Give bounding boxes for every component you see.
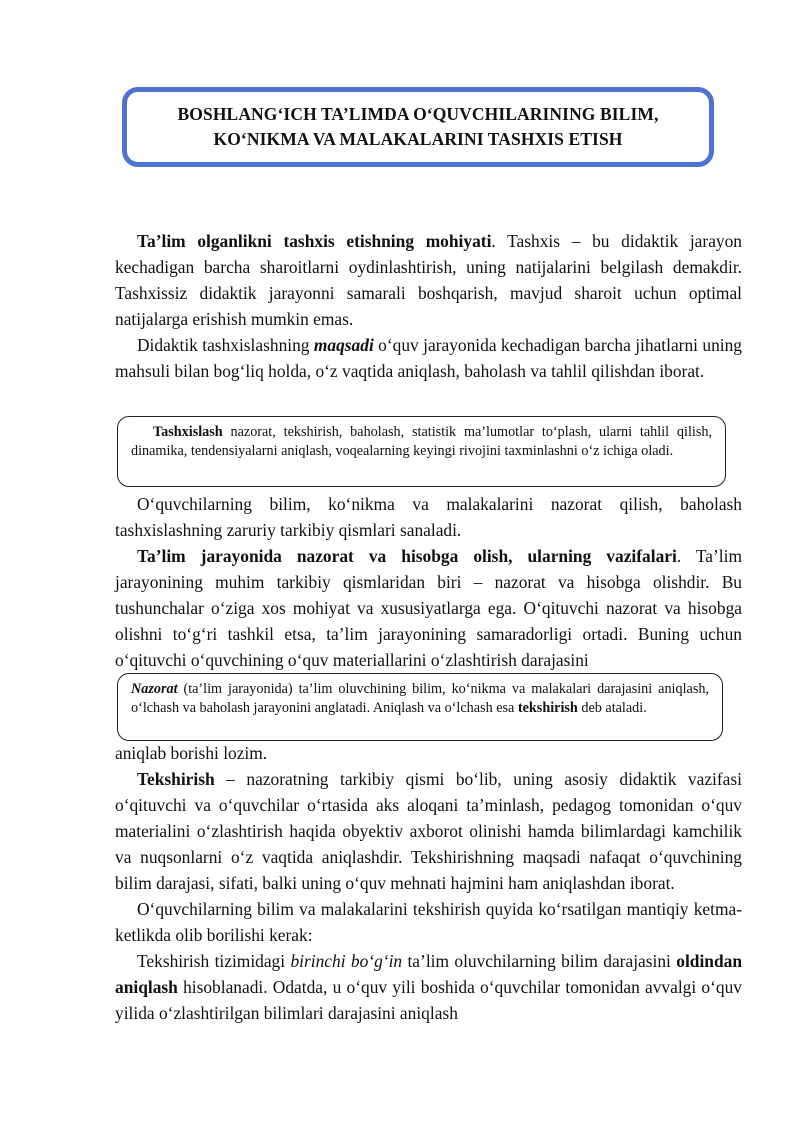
text-purpose-b: o‘quv jarayonida kechadigan barcha jihatlarni uning mahsuli bilan bog‘liq holda, o‘z vaqtida aniqlash, baholash va tahlil qilishdan iborat. (115, 335, 742, 381)
paragraph-tekshirish (115, 766, 742, 896)
paragraph-purpose (115, 332, 742, 384)
page-title-line-2: KO‘NIKMA VA MALAKALARINI TASHXIS ETISH (213, 129, 623, 149)
paragraph-control-tasks (115, 543, 742, 673)
definition-box-nazorat (117, 673, 723, 741)
text-control-tasks: . Ta’lim jarayonining muhim tarkibiy qismlaridan biri – nazorat va hisobga olishdir. Bu tushunchalar o‘ziga xos mohiyat va xususiyatlarga ega. O‘qituvchi nazorat va hisobga olishni to‘g‘ri tashkil etsa, ta’lim jarayonining samaradorligi ortadi. Buning uchun o‘qituvchi o‘quvchining o‘quv materiallarini o‘zlashtirish darajasini (115, 546, 742, 670)
heading-essence: Ta’lim olganlikni tashxis etishning mohiyati (137, 231, 492, 251)
paragraph-essence (115, 228, 742, 332)
title-box (122, 87, 714, 167)
text-first-link-c: hisoblanadi. Odatda, u o‘quv yili boshida o‘quvchilar tomonidan avvalgi o‘quv yilida o‘zlashtirilgan bilimlari darajasini aniqlash (115, 977, 742, 1023)
term-nazorat: Nazorat (131, 681, 178, 697)
definition-tashxislash: nazorat, tekshirish, baholash, statistik ma’lumotlar to‘plash, ularni tahlil qilish, dinamika, tendensiyalarni aniqlash, voqealarning keyingi rivojini taxminlashni o‘z ichiga oladi. (131, 424, 712, 459)
term-purpose: maqsadi (313, 335, 374, 355)
text-purpose-a: Didaktik tashxislashning (137, 335, 314, 355)
text-first-link-b: ta’lim oluvchilarning bilim darajasini (402, 951, 677, 971)
definition-nazorat-a: (ta’lim jarayonida) ta’lim oluvchining bilim, ko‘nikma va malakalari darajasini aniqlash, o‘lchash va baholash jarayonini anglatadi. Aniqlash va o‘lchash esa (131, 681, 709, 716)
term-first-link: birinchi bo‘g‘in (290, 951, 403, 971)
section-3 (115, 740, 742, 1026)
definition-box-tashxislash (117, 416, 726, 487)
paragraph-sequence: O‘quvchilarning bilim va malakalarini tekshirish quyida ko‘rsatilgan mantiqiy ketma-ketlikda olib borilishi kerak: (115, 899, 742, 945)
section-1 (115, 228, 742, 384)
text-first-link-a: Tekshirish tizimidagi (137, 951, 291, 971)
text-essence: . Tashxis – bu didaktik jarayon kechadigan barcha sharoitlarni oydinlashtirish, uning natijalarini belgilash demakdir. Tashxissiz didaktik jarayonni samarali boshqarish, mavjud sharoit uchun optimal natijalarga erishish mumkin emas. (115, 231, 742, 329)
section-2 (115, 491, 742, 673)
paragraph-continuation: aniqlab borishi lozim. (115, 743, 268, 763)
definition-nazorat-b: deb ataladi. (577, 700, 647, 716)
heading-control-tasks: Ta’lim jarayonida nazorat va hisobga olish, ularning vazifalari (137, 546, 677, 566)
term-tekshirish: tekshirish (517, 700, 578, 716)
term-tashxislash: Tashxislash (153, 424, 223, 440)
page-title-line-1: BOSHLANG‘ICH TA’LIMDA O‘QUVCHILARINING BILIM, (177, 104, 659, 124)
heading-tekshirish: Tekshirish (137, 769, 215, 789)
paragraph-components: O‘quvchilarning bilim, ko‘nikma va malakalarini nazorat qilish, baholash tashxislashning zaruriy tarkibiy qismlari sanaladi. (115, 494, 742, 540)
term-preliminary: oldindan aniqlash (115, 951, 742, 997)
text-tekshirish: – nazoratning tarkibiy qismi bo‘lib, uning asosiy didaktik vazifasi o‘qituvchi va o‘quvchilar o‘rtasida aks aloqani ta’minlash, pedagog tomonidan o‘quv materialini o‘zlashtirish haqida obyektiv axborot olinishi hamda bilimlardagi kamchilik va nuqsonlarni o‘z vaqtida aniqlashdir. Tekshirishning maqsadi nafaqat o‘quvchining bilim darajasi, sifati, balki uning o‘quv mehnati hajmini ham aniqlashdan iborat. (115, 769, 742, 893)
paragraph-first-link (115, 948, 742, 1026)
